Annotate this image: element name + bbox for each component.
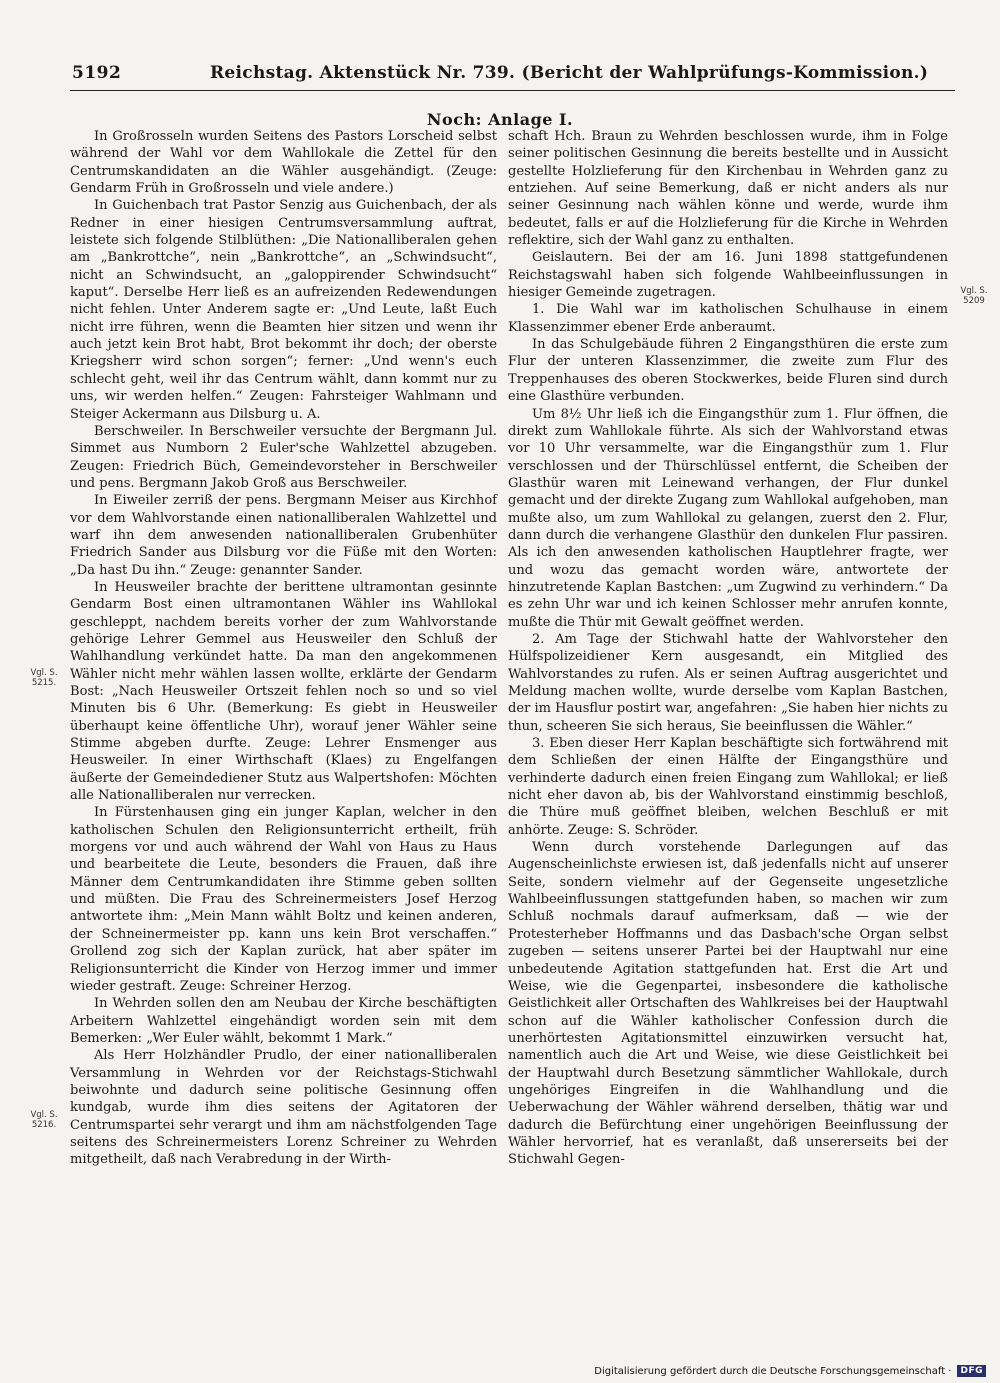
page-number: 5192 xyxy=(72,63,122,83)
paragraph: In Eiweiler zerriß der pens. Bergmann Meiser aus Kirchhof vor dem Wahlvorstande einen nationalliberalen Wahlzettel und warf ihn dem anwesenden nationalliberalen Grubenhüter Friedrich Sander aus Dilsburg vor die Füße mit den Worten: „Da hast Du ihn.“ Zeuge: genannter Sander. xyxy=(70,493,497,578)
paragraph: Wenn durch vorstehende Darlegungen auf das Augenscheinlichste erwiesen ist, daß jedenfalls nicht auf unserer Seite, sondern vielmehr auf der Gegenseite ungesetzliche Wahlbeeinflussungen stattgefunden haben, so machen wir zum Schluß nochmals darauf aufmerksam, daß — wie der Protesterheber Hoffmanns und das Dasbach'sche Organ selbst zugeben — seitens unserer Partei bei der Hauptwahl nur eine unbedeutende Agitation stattgefunden hat. Erst die Art und Weise, wie die Gegenpartei, insbesondere die katholische Geistlichkeit aller Ortschaften des Wahlkreises bei der Hauptwahl schon auf die Wähler katholischer Confession durch die unerhörtesten Agitationsmittel einzuwirken versucht hat, namentlich auch die Art und Weise, wie diese Geistlichkeit bei der Hauptwahl durch Besetzung sämmtlicher Wahllokale, durch ungehöriges Eingreifen in die Wahlhandlung und die Ueberwachung der Wähler während derselben, thätig war und dadurch die Befürchtung einer ungehörigen Beeinflussung der Wähler hervorrief, hat es veranlaßt, daß unsererseits bei der Stichwahl Gegen- xyxy=(508,840,948,1168)
paragraph: Berschweiler. In Berschweiler versuchte der Bergmann Jul. Simmet aus Numborn 2 Euler'sche Wahlzettel abzugeben. Zeugen: Friedrich Büch, Gemeindevorsteher in Berschweiler und pens. Bergmann Jakob Groß aus Berschweiler. xyxy=(70,423,497,491)
paragraph: In Wehrden sollen den am Neubau der Kirche beschäftigten Arbeitern Wahlzettel eingehändigt worden sein mit dem Bemerken: „Wer Euler wählt, bekommt 1 Mark.“ xyxy=(70,996,497,1046)
paragraph: 1. Die Wahl war im katholischen Schulhause in einem Klassenzimmer ebener Erde anberaumt. xyxy=(508,302,948,335)
paragraph: Als Herr Holzhändler Prudlo, der einer nationalliberalen Versammlung in Wehrden vor der Reichstags-Stichwahl beiwohnte und dadurch seine politische Gesinnung offen kundgab, wurde ihm dies seitens der Agitatoren der Centrumspartei sehr verargt und ihm am nächstfolgenden Tage seitens des Schreinermeisters Lorenz Schreiner zu Wehrden mitgetheilt, daß nach Verabredung in der Wirth- xyxy=(70,1048,497,1168)
footer xyxy=(594,1365,986,1377)
paragraph: schaft Hch. Braun zu Wehrden beschlossen wurde, ihm in Folge seiner politischen Gesinnung die bereits bestellte und in Aussicht gestellte Holzlieferung für den Kirchenbau in Wehrden ganz zu entziehen. Auf seine Bemerkung, daß er nicht anders als nur seiner Gesinnung nach wählen könne und werde, wurde ihm bedeutet, falls er auf die Holzlieferung für die Kirche in Wehrden reflektire, sich der Wahl ganz zu enthalten. xyxy=(508,129,948,249)
header-title: Reichstag. Aktenstück Nr. 739. (Bericht der Wahlprüfungs-Kommission.) xyxy=(210,63,929,83)
page-header xyxy=(70,60,955,91)
paragraph: In Guichenbach trat Pastor Senzig aus Guichenbach, der als Redner in einer hiesigen Centrumsversammlung auftrat, leistete sich folgende Stilblüthen: „Die Nationalliberalen gehen am „Bankrottche“, nein „Bankrottche“, an „Schwindsucht“, nicht an Schwindsucht, an „galoppirender Schwindsucht“ kaput“. Derselbe Herr ließ es an aufreizenden Redewendungen nicht fehlen. Unter Anderem sagte er: „Und Leute, laßt Euch nicht irre führen, wenn die Beamten hier sitzen und wenn ihr auch jetzt kein Brot habt, Brot bekommt ihr doch; der oberste Kriegsherr wird schon sorgen“; ferner: „Und wenn's euch schlecht geht, weil ihr das Centrum wählt, dann kommt nur zu uns, wir werden helfen.“ Zeugen: Fahrsteiger Wahlmann und Steiger Ackermann aus Dilsburg u. A. xyxy=(70,198,497,422)
margin-note: Vgl. S. 5216. xyxy=(30,1110,58,1130)
paragraph: In Heusweiler brachte der berittene ultramontan gesinnte Gendarm Bost einen ultramontanen Wähler ins Wahllokal geschleppt, nachdem bereits vorher der zum Wahlvorstande gehörige Lehrer Gemmel aus Heusweiler den Schluß der Wahlhandlung verkündet hatte. Da man den angekommenen Wähler nicht mehr wählen lassen wollte, erklärte der Gendarm Bost: „Nach Heusweiler Ortszeit fehlen noch so und so viel Minuten bis 6 Uhr. (Bemerkung: Es giebt in Heusweiler überhaupt keine öffentliche Uhr), worauf jener Wähler seine Stimme abgeben durfte. Zeuge: Lehrer Ensmenger aus Heusweiler. In einer Wirthschaft (Klaes) zu Engelfangen äußerte der Gemeindediener Stutz aus Walpertshofen: Möchten alle Nationalliberalen nur verrecken. xyxy=(70,579,497,804)
paragraph: Geislautern. Bei der am 16. Juni 1898 stattgefundenen Reichstagswahl haben sich folgende Wahlbeeinflussungen in hiesiger Gemeinde zugetragen. xyxy=(508,250,948,301)
left-column xyxy=(70,128,497,1296)
paragraph: In Großrosseln wurden Seitens des Pastors Lorscheid selbst während der Wahl vor dem Wahllokale die Zettel für den Centrumskandidaten an die Wähler ausgehändigt. (Zeuge: Gendarm Früh in Großrosseln und viele andere.) xyxy=(70,129,497,197)
margin-note: Vgl. S. 5209 xyxy=(960,286,988,306)
dfg-logo: DFG xyxy=(957,1365,986,1377)
right-column xyxy=(508,128,948,1296)
paragraph: 2. Am Tage der Stichwahl hatte der Wahlvorsteher den Hülfspolizeidiener Kern ausgesandt, ein Mitglied des Wahlvorstandes zu rufen. Als er seinen Auftrag ausgerichtet und Meldung machen wollte, wurde derselbe vom Kaplan Bastchen, der im Hausflur postirt war, angefahren: „Sie haben hier nichts zu thun, scheeren Sie sich heraus, Sie beeinflussen die Wähler.“ xyxy=(508,631,948,734)
paragraph: In Fürstenhausen ging ein junger Kaplan, welcher in den katholischen Schulen den Religionsunterricht ertheilt, früh morgens vor und auch während der Wahl von Haus zu Haus und bearbeitete die Leute, besonders die Frauen, daß ihre Männer dem Centrumkandidaten ihre Stimme geben sollten und müßten. Die Frau des Schreinermeisters Josef Herzog antwortete ihm: „Mein Mann wählt Boltz und keinen anderen, der Schneinermeister pp. kann uns kein Brot verschaffen.“ Grollend zog sich der Kaplan zurück, hat aber später im Religionsunterricht die Kinder von Herzog immer und immer wieder gestraft. Zeuge: Schreiner Herzog. xyxy=(70,805,497,994)
footer-text: Digitalisierung gefördert durch die Deutsche Forschungsgemeinschaft · xyxy=(594,1365,952,1377)
section-title: Noch: Anlage I. xyxy=(426,110,574,129)
paragraph: In das Schulgebäude führen 2 Eingangsthüren die erste zum Flur der unteren Klassenzimmer, die zweite zum Flur des Treppenhauses des oberen Stockwerkes, beide Fluren sind durch eine Glasthüre verbunden. xyxy=(508,337,948,405)
paragraph: Um 8½ Uhr ließ ich die Eingangsthür zum 1. Flur öffnen, die direkt zum Wahllokale führte. Als sich der Wahlvorstand etwas vor 10 Uhr versammelte, war die Eingangsthür zum 1. Flur verschlossen und der Thürschlüssel entfernt, die Scheiben der Glasthür waren mit Leinewand verhangen, der Flur dunkel gemacht und der direkte Zugang zum Wahllokal aufgehoben, man mußte also, um zum Wahllokal zu gelangen, zuerst den 2. Flur, dann durch die verhangene Glasthür den dunkelen Flur passiren. Als ich den anwesenden katholischen Hauptlehrer fragte, wer und wozu das gemacht worden wäre, antwortete der hinzutretende Kaplan Bastchen: „um Zugwind zu verhindern.“ Da es zehn Uhr war und ich keinen Schlosser mehr anrufen konnte, mußte die Thür mit Gewalt geöffnet werden. xyxy=(508,406,948,630)
paragraph: 3. Eben dieser Herr Kaplan beschäftigte sich fortwährend mit dem Schließen der einen Hälfte der Eingangsthüre und verhinderte dadurch einen freien Eingang zum Wahllokal; er ließ nicht eher davon ab, bis der Wahlvorstand einstimmig beschloß, die Thüre muß geöffnet bleiben, welchen Beschluß er mit anhörte. Zeuge: S. Schröder. xyxy=(508,736,948,838)
margin-note: Vgl. S. 5215. xyxy=(30,668,58,688)
